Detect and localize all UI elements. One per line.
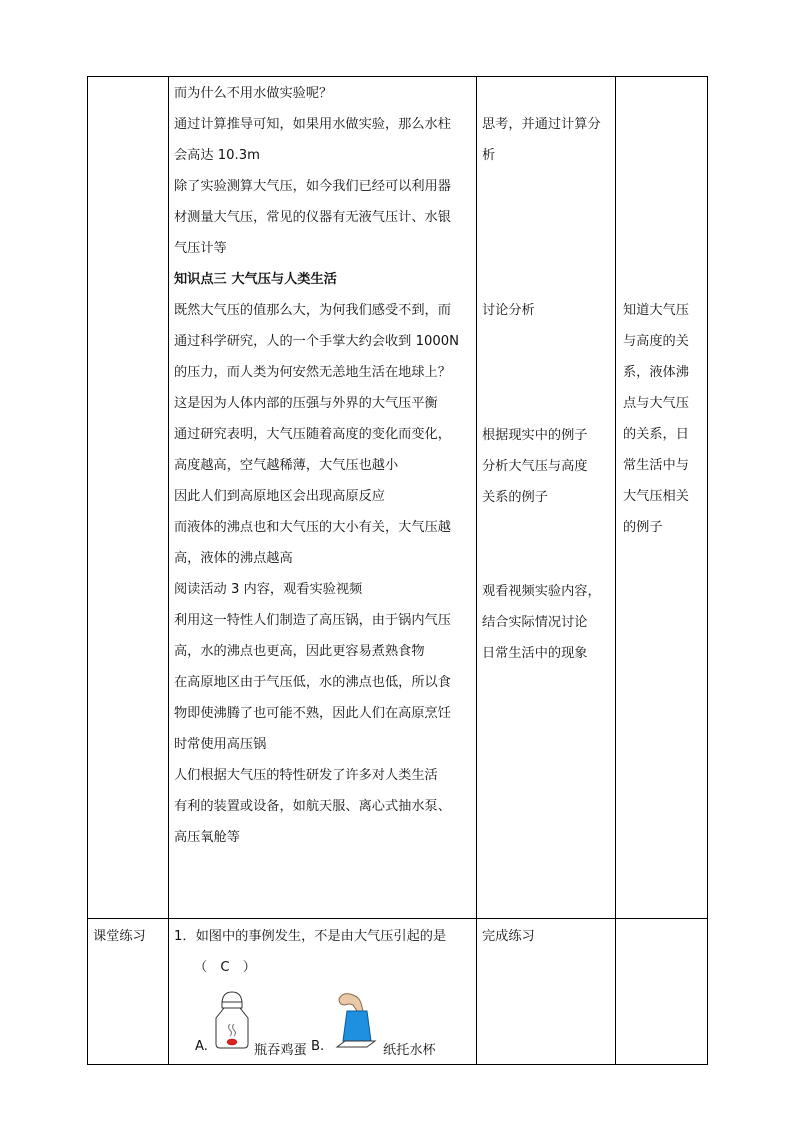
text-line: 讨论分析 [482,303,535,318]
text-line: 除了实验测算大气压，如今我们已经可以利用器 [174,179,451,194]
col-border-right [707,76,708,1065]
design-intent-cell [623,295,705,543]
text-line: 大气压相关 [623,489,689,504]
text-line: 的例子 [623,520,663,535]
student-activity-block-4 [482,576,614,669]
text-line: 通过科学研究，人的一个手掌大约会收到 1000N [174,334,459,349]
text-line: 既然大气压的值那么大，为何我们感受不到，而 [174,303,451,318]
option-b-text: 纸托水杯 [383,1043,436,1058]
text-line: 材测量大气压，常见的仪器有无液气压计、水银 [174,210,451,225]
option-a-letter: A. [195,1039,208,1054]
text-line: 通过计算推导可知，如果用水做实验，那么水柱 [174,117,451,132]
exercise-cell [174,921,474,983]
text-line: 气压计等 [174,241,227,256]
student-practice-cell [482,921,614,952]
text-line: 点与大气压 [623,396,689,411]
text-line: 时常使用高压锅 [174,737,267,752]
col-border-3 [615,76,616,1065]
text-line: 而液体的沸点也和大气压的大小有关，大气压越 [174,520,451,535]
text-line: 根据现实中的例子 [482,428,588,443]
teacher-activity-cell [174,78,474,853]
question-text: 1．如图中的事例发生，不是由大气压引起的是 [174,929,447,944]
text-line: 高，液体的沸点越高 [174,551,293,566]
text-line: 而为什么不用水做实验呢？ [174,86,333,101]
text-line: 分析大气压与高度 [482,459,588,474]
text-line: 有利的装置或设备，如航天服、离心式抽水泵、 [174,799,451,814]
text-line: 与高度的关 [623,334,689,349]
section-label: 课堂练习 [93,929,146,944]
student-activity-block-1 [482,109,614,171]
text-line: 关系的例子 [482,490,548,505]
text-line: 常生活中与 [623,458,689,473]
text-line: 利用这一特性人们制造了高压锅，由于锅内气压 [174,613,451,628]
option-b-letter: B. [311,1039,325,1054]
egg-in-bottle-illustration [210,990,254,1050]
text-line: 因此人们到高原地区会出现高原反应 [174,489,385,504]
text-line: 高压氧舱等 [174,830,240,845]
col-border-left [87,76,88,1065]
text-line: 知道大气压 [623,303,689,318]
option-a-text: 瓶吞鸡蛋 [254,1043,307,1058]
student-activity-text: 完成练习 [482,929,535,944]
text-line: 会高达 10.3m [174,148,260,163]
student-activity-block-2 [482,295,614,326]
col-border-1 [168,76,169,1065]
text-line: 析 [482,148,496,163]
text-line: 在高原地区由于气压低，水的沸点也低，所以食 [174,675,451,690]
student-activity-block-3 [482,420,614,513]
text-line: 结合实际情况讨论 [482,615,588,630]
section-heading: 知识点三 大气压与人类生活 [174,272,337,287]
text-line: 高，水的沸点也更高，因此更容易煮熟食物 [174,644,425,659]
text-line: 人们根据大气压的特性研发了许多对人类生活 [174,768,438,783]
text-line: 这是因为人体内部的压强与外界的大气压平衡 [174,396,438,411]
text-line: 观看视频实验内容， [482,584,601,599]
text-line: 系，液体沸 [623,365,689,380]
text-line: 的压力，而人类为何安然无恙地生活在地球上？ [174,365,451,380]
col-border-2 [476,76,477,1065]
text-line: 物即使沸腾了也可能不熟，因此人们在高原烹饪 [174,706,451,721]
text-line: 通过研究表明，大气压随着高度的变化而变化， [174,427,451,442]
text-line: 日常生活中的现象 [482,646,588,661]
text-line: 高度越高，空气越稀薄，大气压也越小 [174,458,399,473]
text-line: 思考，并通过计算分 [482,117,601,132]
text-line: 阅读活动 3 内容，观看实验视频 [174,582,363,597]
text-line: 的关系，日 [623,427,689,442]
answer-text: （ C ） [194,960,256,975]
cup-with-paper-illustration [333,991,381,1049]
section-label-classroom-practice [93,921,167,952]
